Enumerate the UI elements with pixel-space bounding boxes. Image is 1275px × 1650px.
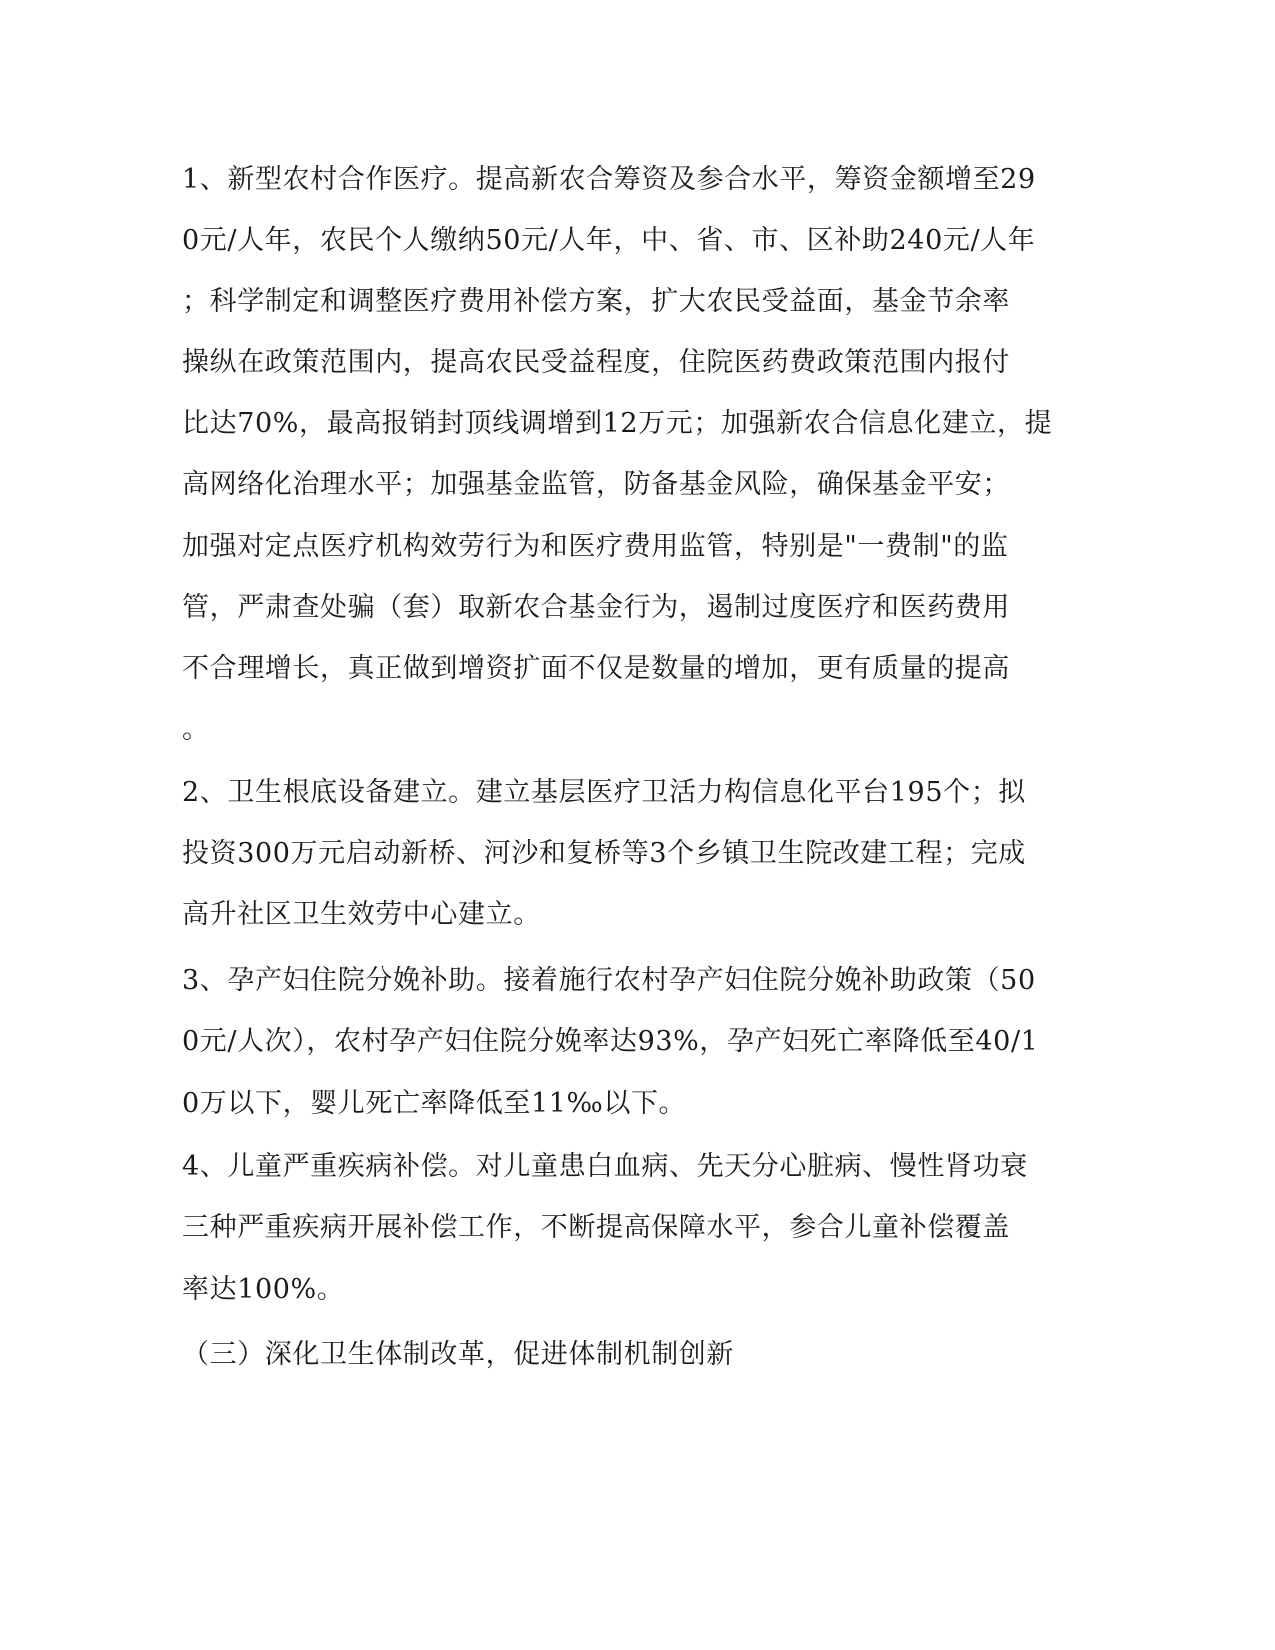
text-line: 比达70%，最高报销封顶线调增到12万元；加强新农合信息化建立，提 bbox=[182, 408, 1053, 439]
text-line: 高网络化治理水平；加强基金监管，防备基金风险，确保基金平安； bbox=[182, 469, 1010, 500]
text-line: 0万以下，婴儿死亡率降低至11‰以下。 bbox=[182, 1088, 687, 1119]
section-heading: （三）深化卫生体制改革，促进体制机制创新 bbox=[182, 1339, 734, 1370]
text-line: 3、孕产妇住院分娩补助。接着施行农村孕产妇住院分娩补助政策（50 bbox=[182, 965, 1036, 996]
text-line: 高升社区卫生效劳中心建立。 bbox=[182, 899, 541, 930]
text-line: 加强对定点医疗机构效劳行为和医疗费用监管，特别是"一费制"的监 bbox=[182, 531, 1009, 562]
text-line: 。 bbox=[182, 714, 210, 745]
text-line: 0元/人年，农民个人缴纳50元/人年，中、省、市、区补助240元/人年 bbox=[182, 225, 1036, 256]
text-line: 1、新型农村合作医疗。提高新农合筹资及参合水平，筹资金额增至29 bbox=[182, 164, 1036, 195]
text-line: 操纵在政策范围内，提高农民受益程度，住院医药费政策范围内报付 bbox=[182, 347, 1010, 378]
text-line: 管，严肃查处骗（套）取新农合基金行为，遏制过度医疗和医药费用 bbox=[182, 592, 1010, 623]
text-line: ；科学制定和调整医疗费用补偿方案，扩大农民受益面，基金节余率 bbox=[182, 286, 1010, 317]
text-line: 不合理增长，真正做到增资扩面不仅是数量的增加，更有质量的提高 bbox=[182, 653, 1010, 684]
text-line: 4、儿童严重疾病补偿。对儿童患白血病、先天分心脏病、慢性肾功衰 bbox=[182, 1151, 1028, 1182]
text-line: 2、卫生根底设备建立。建立基层医疗卫活力构信息化平台195个；拟 bbox=[182, 777, 1026, 808]
text-line: 率达100%。 bbox=[182, 1274, 345, 1305]
text-line: 投资300万元启动新桥、河沙和复桥等3个乡镇卫生院改建工程；完成 bbox=[182, 838, 1026, 869]
text-line: 0元/人次），农村孕产妇住院分娩率达93%，孕产妇死亡率降低至40/1 bbox=[182, 1026, 1039, 1057]
text-line: 三种严重疾病开展补偿工作，不断提高保障水平，参合儿童补偿覆盖 bbox=[182, 1212, 1010, 1243]
